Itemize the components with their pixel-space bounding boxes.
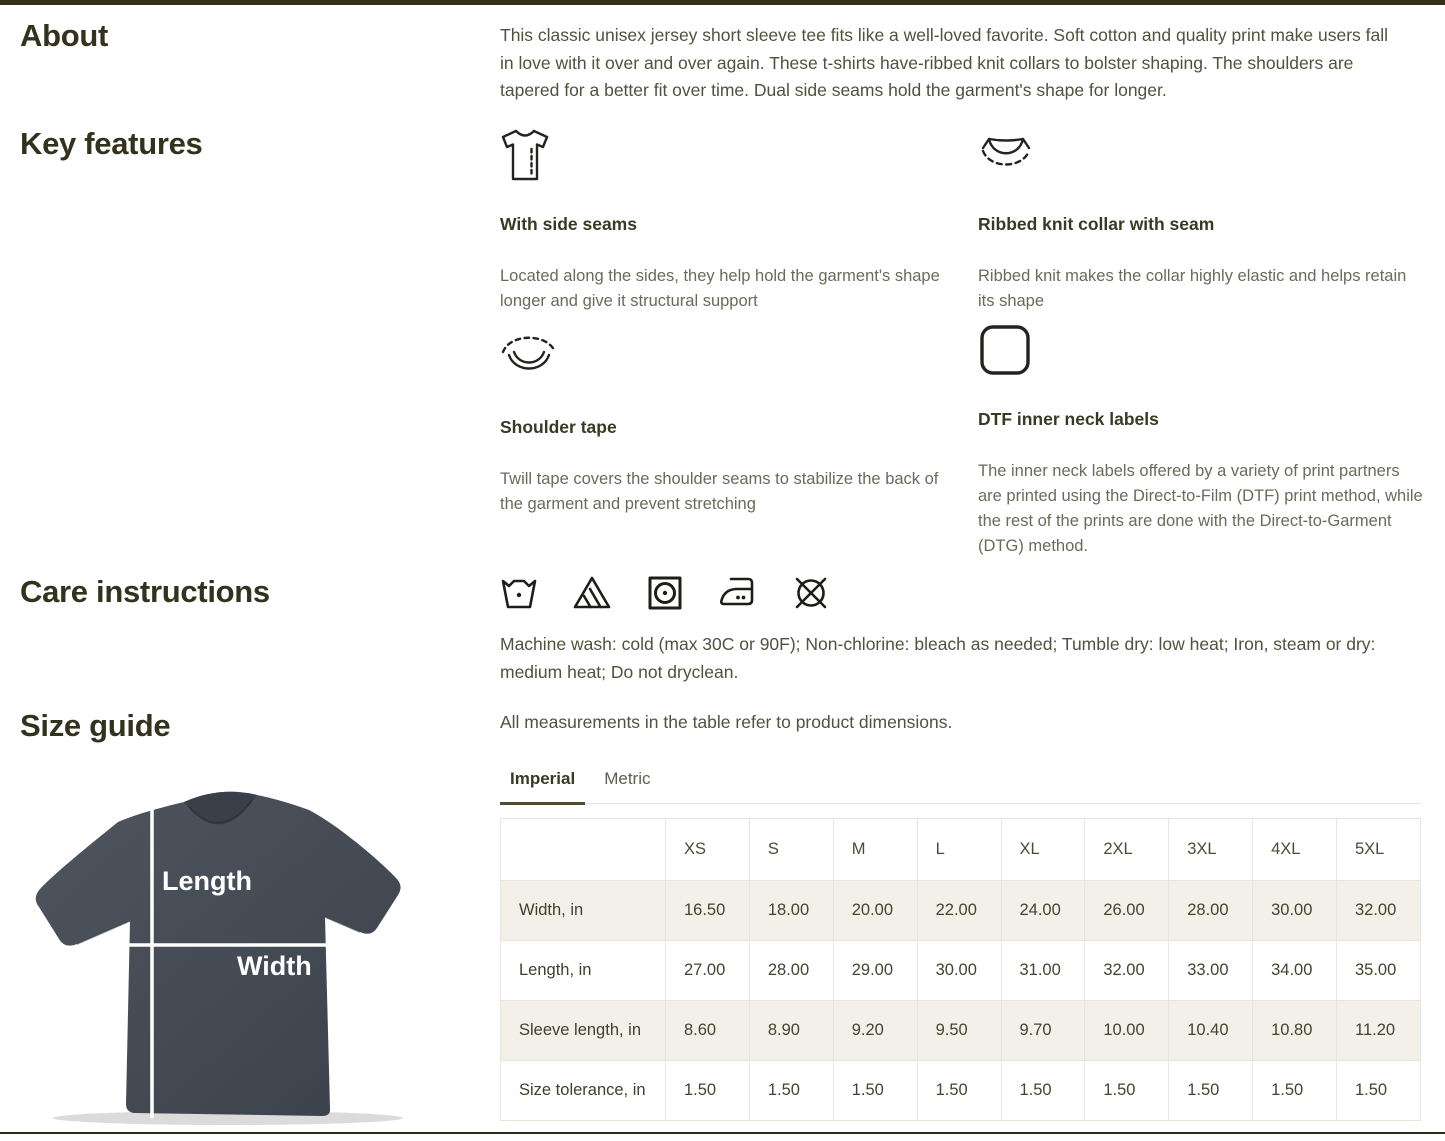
key-features-section-title: Key features [20,126,203,161]
cell: 8.60 [666,1001,750,1061]
ribbed-collar-icon [978,128,1426,214]
size-guide-note: All measurements in the table refer to product dimensions. [500,712,953,732]
size-diagram-shirt-image [0,762,460,1132]
cell: 8.90 [749,1001,833,1061]
cell: 30.00 [917,941,1001,1001]
cell: 1.50 [833,1061,917,1121]
cell: 1.50 [1169,1061,1253,1121]
care-instructions-section-title: Care instructions [20,574,270,609]
size-column-header: XS [666,819,750,881]
about-description: This classic unisex jersey short sleeve tee fits like a well-loved favorite. Soft cotton and quality print make users fall in love with it over and over again. These t-shirts have-ribbed knit collars to bolster shaping. The shoulders are tapered for a better fit over time. Dual side seams hold the garment's shape for longer. [500,25,1389,100]
tshirt-side-seams-icon [500,128,948,214]
dtf-neck-label-icon [978,323,1426,409]
cell: 35.00 [1337,941,1421,1001]
cell: 9.20 [833,1001,917,1061]
care-icons-row [500,574,830,617]
feature-heading: Ribbed knit collar with seam [978,214,1215,234]
tab-imperial[interactable]: Imperial [500,764,585,805]
row-label: Sleeve length, in [501,1001,666,1061]
non-chlorine-bleach-icon [573,574,611,617]
size-guide-section-title: Size guide [20,708,171,743]
feature-with-side-seams [500,128,948,314]
cell: 29.00 [833,941,917,1001]
cell: 34.00 [1253,941,1337,1001]
feature-heading: DTF inner neck labels [978,409,1159,429]
cell: 11.20 [1337,1001,1421,1061]
table-row-width [501,881,1421,941]
feature-body: Ribbed knit makes the collar highly elastic and helps retain its shape [978,267,1407,310]
cell: 22.00 [917,881,1001,941]
size-column-header: S [749,819,833,881]
machine-wash-icon [500,574,538,617]
cell: 28.00 [749,941,833,1001]
cell: 1.50 [1001,1061,1085,1121]
cell: 28.00 [1169,881,1253,941]
row-label: Width, in [501,881,666,941]
cell: 18.00 [749,881,833,941]
feature-ribbed-knit-collar [978,128,1426,314]
size-table-corner-cell [501,819,666,881]
feature-heading: With side seams [500,214,637,234]
size-column-header: 5XL [1337,819,1421,881]
cell: 10.80 [1253,1001,1337,1061]
feature-body: Twill tape covers the shoulder seams to stabilize the back of the garment and prevent stretching [500,470,939,513]
cell: 1.50 [1253,1061,1337,1121]
units-tabs [500,764,1421,804]
cell: 1.50 [1085,1061,1169,1121]
cell: 32.00 [1337,881,1421,941]
tab-metric[interactable]: Metric [604,769,651,788]
cell: 10.00 [1085,1001,1169,1061]
cell: 10.40 [1169,1001,1253,1061]
cell: 16.50 [666,881,750,941]
cell: 30.00 [1253,881,1337,941]
table-row-length [501,941,1421,1001]
length-label: Length [162,866,252,896]
cell: 20.00 [833,881,917,941]
cell: 9.50 [917,1001,1001,1061]
size-column-header: 4XL [1253,819,1337,881]
size-column-header: 3XL [1169,819,1253,881]
cell: 1.50 [1337,1061,1421,1121]
feature-heading: Shoulder tape [500,417,617,437]
cell: 26.00 [1085,881,1169,941]
tumble-dry-icon [646,574,684,617]
cell: 1.50 [749,1061,833,1121]
cell: 31.00 [1001,941,1085,1001]
cell: 27.00 [666,941,750,1001]
size-column-header: L [917,819,1001,881]
shoulder-tape-icon [500,331,948,417]
size-column-header: M [833,819,917,881]
top-divider [0,0,1445,5]
size-table-header-row [501,819,1421,881]
cell: 1.50 [917,1061,1001,1121]
feature-body: The inner neck labels offered by a variety of print partners are printed using the Direct-to-Film (DTF) print method, while the rest of the prints are done with the Direct-to-Garment (DTG) method. [978,462,1423,555]
cell: 1.50 [666,1061,750,1121]
size-table [500,818,1421,1121]
feature-shoulder-tape [500,331,948,517]
row-label: Length, in [501,941,666,1001]
iron-icon [719,574,757,617]
size-column-header: XL [1001,819,1085,881]
bottom-divider [0,1132,1445,1134]
cell: 32.00 [1085,941,1169,1001]
about-section-title: About [20,18,109,53]
size-column-header: 2XL [1085,819,1169,881]
care-instructions-text: Machine wash: cold (max 30C or 90F); Non-chlorine: bleach as needed; Tumble dry: low heat; Iron, steam or dry: medium heat; Do not dryclean. [500,634,1376,682]
cell: 33.00 [1169,941,1253,1001]
cell: 9.70 [1001,1001,1085,1061]
row-label: Size tolerance, in [501,1061,666,1121]
cell: 24.00 [1001,881,1085,941]
width-label: Width [237,951,312,981]
do-not-dryclean-icon [792,574,830,617]
table-row-sleeve-length [501,1001,1421,1061]
feature-body: Located along the sides, they help hold the garment's shape longer and give it structural support [500,267,940,310]
feature-dtf-neck-labels [978,323,1426,559]
table-row-size-tolerance [501,1061,1421,1121]
